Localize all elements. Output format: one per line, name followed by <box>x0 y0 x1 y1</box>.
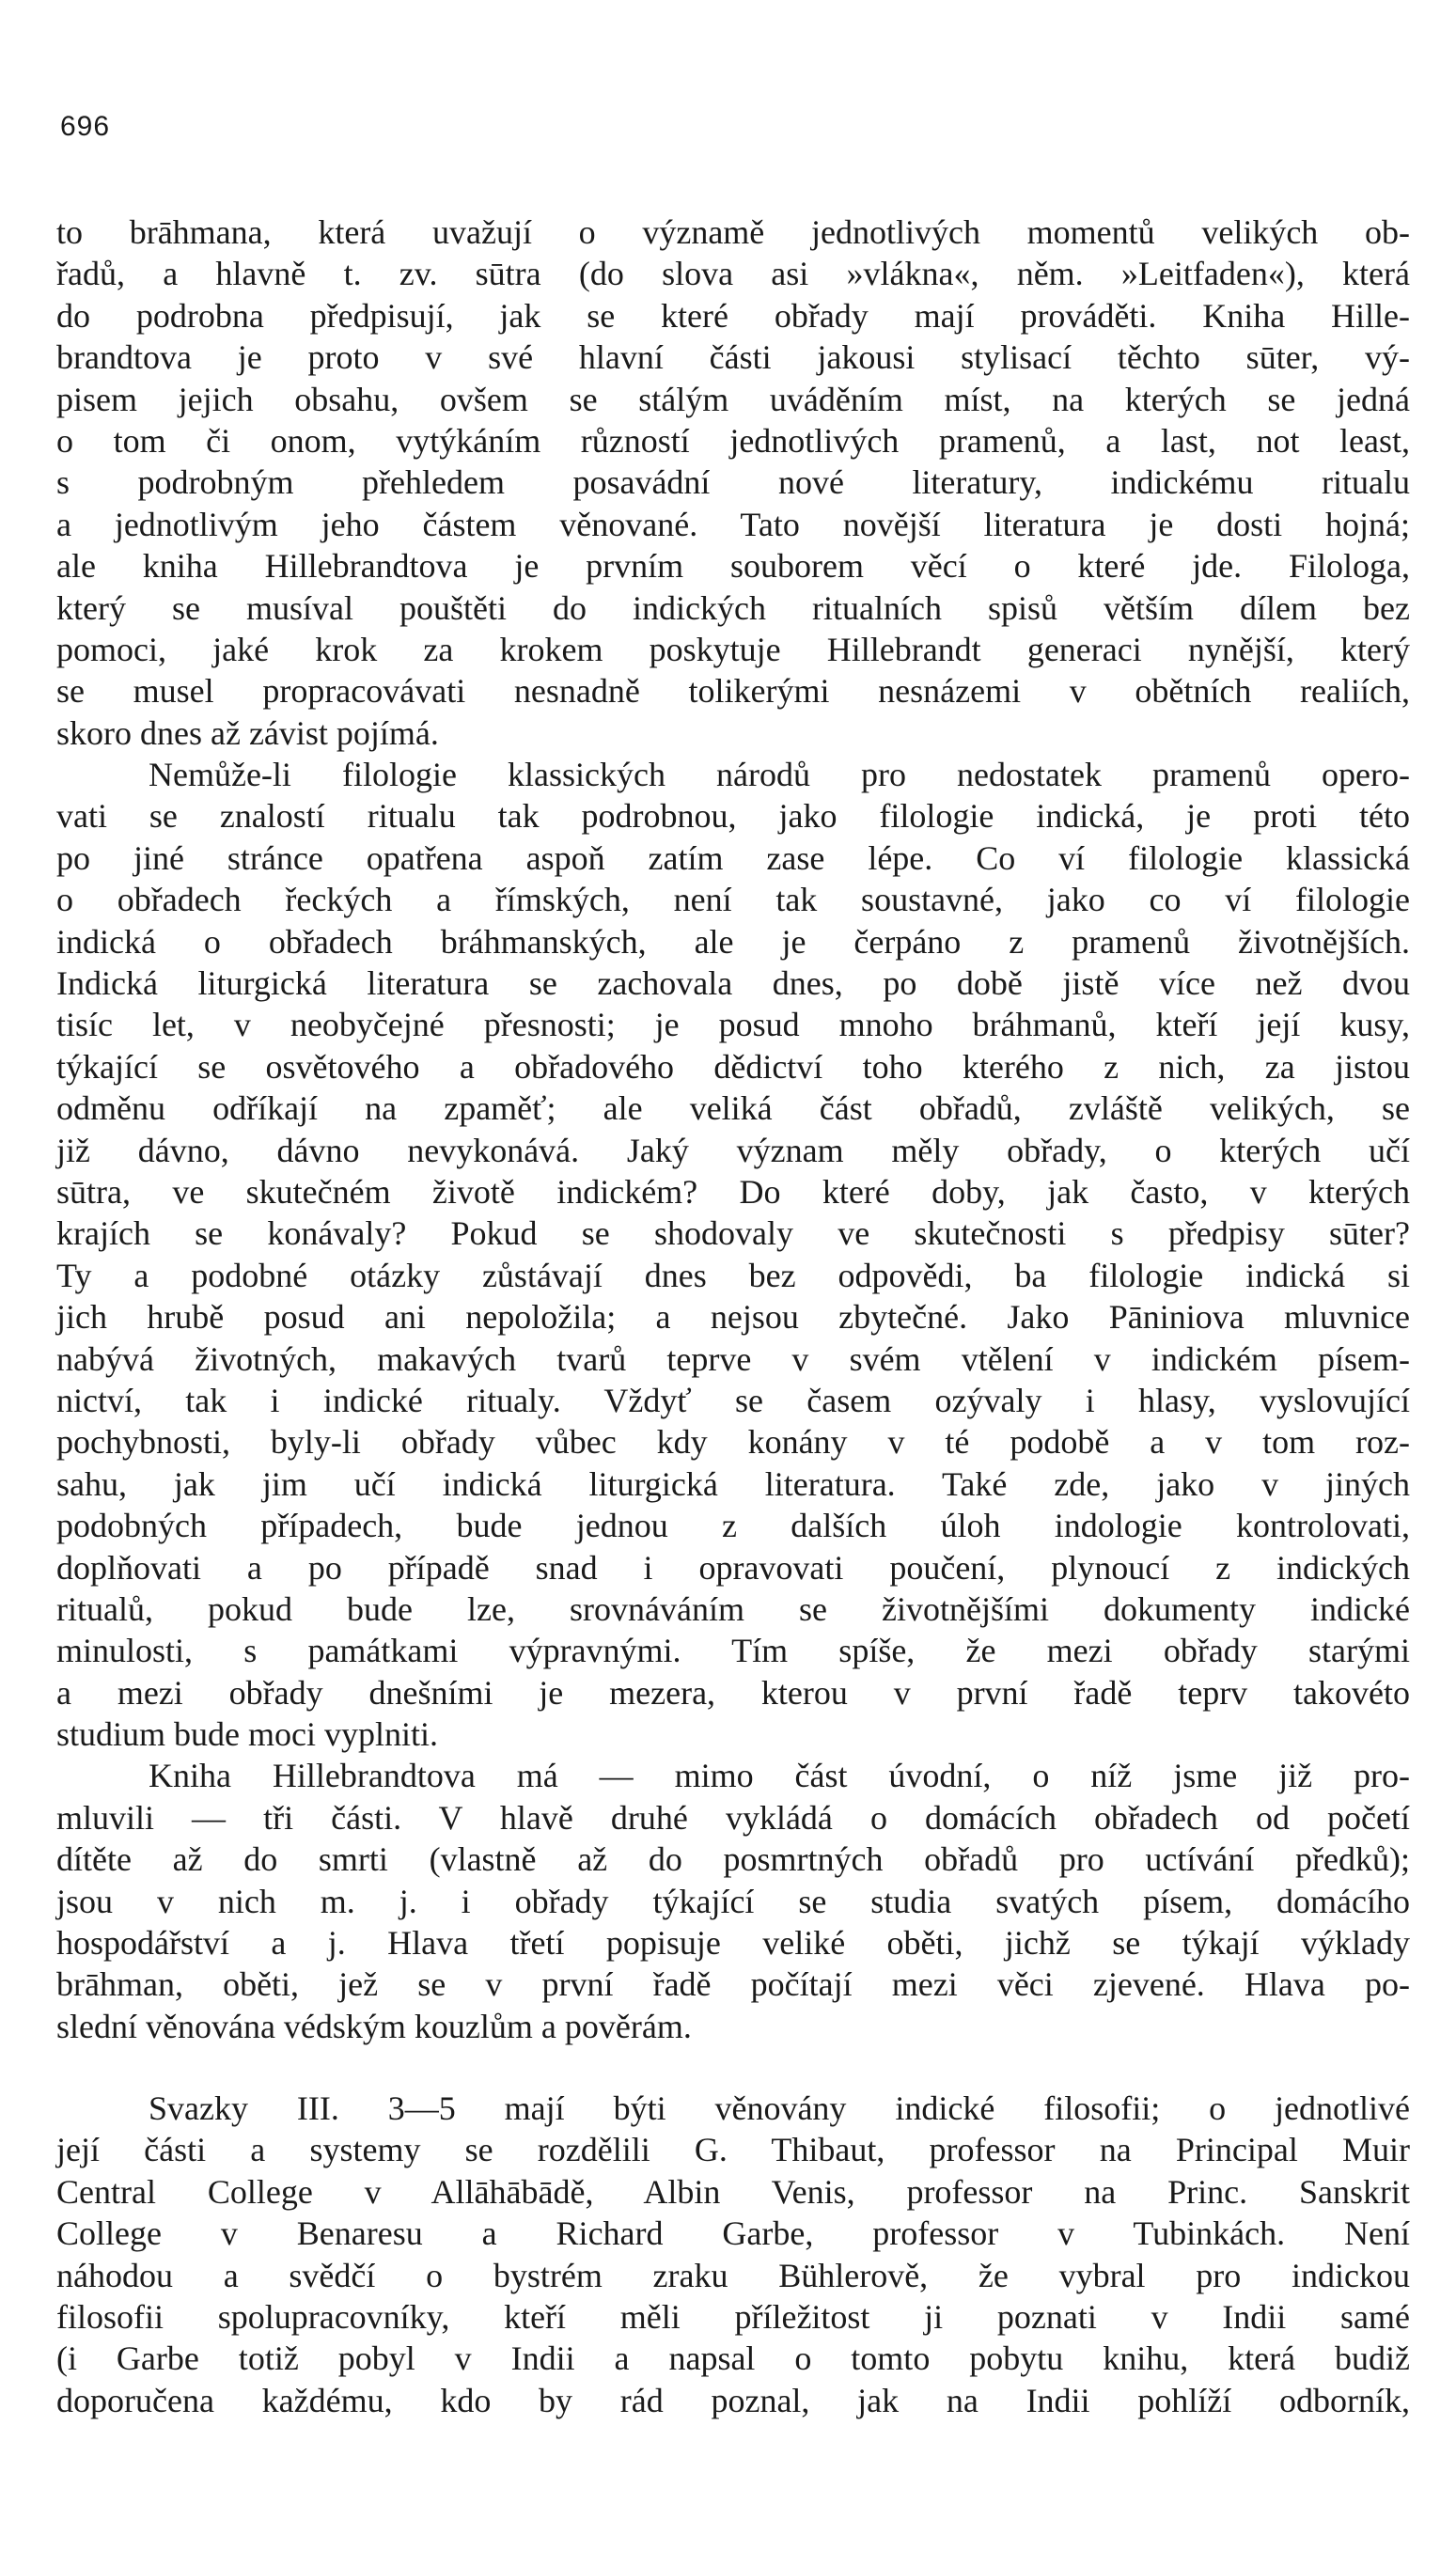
paragraph-2-line: již dávno, dávno nevykonává. Jaký význam měly obřady, o kterých učí <box>56 1131 1410 1169</box>
paragraph-3-line: hospodářství a j. Hlava třetí popisuje veliké oběti, jichž se týkají výklady <box>56 1924 1410 1963</box>
paragraph-2-line: týkající se osvětového a obřadového dědictví toho kterého z nich, za jistou <box>56 1047 1410 1086</box>
paragraph-1-line: to brāhmana, která uvažují o významě jednotlivých momentů velikých ob- <box>56 213 1410 251</box>
paragraph-1-line: řadů, a hlavně t. zv. sūtra (do slova asi »vlákna«, něm. »Leitfaden«), která <box>56 255 1410 293</box>
paragraph-3-line: slední věnována védským kouzlům a pověrám. <box>56 2007 692 2045</box>
paragraph-1-line: s podrobným přehledem posavádní nové literatury, indickému ritualu <box>56 463 1410 502</box>
paragraph-2-line: sūtra, ve skutečném životě indickém? Do které doby, jak často, v kterých <box>56 1172 1410 1211</box>
paragraph-4-line: Central College v Allāhābādě, Albin Venis, professor na Princ. Sanskrit <box>56 2172 1410 2211</box>
paragraph-2-line: studium bude moci vyplniti. <box>56 1715 438 1754</box>
paragraph-1-line: skoro dnes až závist pojímá. <box>56 713 439 752</box>
paragraph-2-line: jich hrubě posud ani nepoložila; a nejsou zbytečné. Jako Pāniniova mluvnice <box>56 1298 1410 1337</box>
paragraph-2-line: nictví, tak i indické ritualy. Vždyť se časem ozývaly i hlasy, vyslovující <box>56 1381 1410 1419</box>
paragraph-2-line: nabývá životných, makavých tvarů teprve v svém vtělení v indickém písem- <box>56 1339 1410 1378</box>
paragraph-1-line: který se musíval pouštěti do indických ritualních spisů větším dílem bez <box>56 588 1410 627</box>
paragraph-3-line: jsou v nich m. j. i obřady týkající se studia svatých písem, domácího <box>56 1882 1410 1920</box>
paragraph-4-line: filosofii spolupracovníky, kteří měli příležitost ji poznati v Indii samé <box>56 2297 1410 2336</box>
paragraph-2-line: krajích se konávaly? Pokud se shodovaly ve skutečnosti s předpisy sūter? <box>56 1214 1410 1253</box>
paragraph-2-line: Nemůže-li filologie klassických národů pro nedostatek pramenů opero- <box>149 756 1410 794</box>
paragraph-2-line: tisíc let, v neobyčejné přesnosti; je posud mnoho bráhmanů, kteří její kusy, <box>56 1006 1410 1044</box>
paragraph-3-line: dítěte až do smrti (vlastně až do posmrtných obřadů pro uctívání předků); <box>56 1840 1410 1879</box>
paragraph-1-line: se musel propracovávati nesnadně tolikerými nesnázemi v obětních realiích, <box>56 672 1410 711</box>
paragraph-2-line: Indická liturgická literatura se zachovala dnes, po době jistě více než dvou <box>56 964 1410 1003</box>
paragraph-4-line: její části a systemy se rozdělili G. Thibaut, professor na Principal Muir <box>56 2131 1410 2169</box>
paragraph-3-line: mluvili — tři části. V hlavě druhé vykládá o domácích obřadech od početí <box>56 1798 1410 1837</box>
page-number: 696 <box>60 111 111 142</box>
paragraph-2-line: doplňovati a po případě snad i opravovati poučení, plynoucí z indických <box>56 1548 1410 1587</box>
paragraph-4-line: doporučena každému, kdo by rád poznal, jak na Indii pohlíží odborník, <box>56 2381 1410 2419</box>
paragraph-4-line: College v Benaresu a Richard Garbe, professor v Tubinkách. Není <box>56 2214 1410 2253</box>
paragraph-2-line: sahu, jak jim učí indická liturgická literatura. Také zde, jako v jiných <box>56 1464 1410 1503</box>
paragraph-4-line: náhodou a svědčí o bystrém zraku Bühlerově, že vybral pro indickou <box>56 2256 1410 2294</box>
main-text-upper <box>56 211 1410 2047</box>
paragraph-3-line: Kniha Hillebrandtova má — mimo část úvodní, o níž jsme již pro- <box>149 1757 1410 1795</box>
paragraph-4-line: Svazky III. 3—5 mají býti věnovány indické filosofii; o jednotlivé <box>149 2089 1410 2127</box>
paragraph-1-line: do podrobna předpisují, jak se které obřady mají prováděti. Kniha Hille- <box>56 296 1410 335</box>
paragraph-1-line: ale kniha Hillebrandtova je prvním souborem věcí o které jde. Filologa, <box>56 547 1410 586</box>
paragraph-2-line: ritualů, pokud bude lze, srovnáváním se životnějšími dokumenty indické <box>56 1589 1410 1628</box>
paragraph-3-line: brāhman, oběti, jež se v první řadě počítají mezi věci zjevené. Hlava po- <box>56 1965 1410 2004</box>
paragraph-2-line: vati se znalostí ritualu tak podrobnou, jako filologie indická, je proti této <box>56 797 1410 836</box>
paragraph-2-line: a mezi obřady dnešními je mezera, kterou v první řadě teprv takovéto <box>56 1673 1410 1712</box>
paragraph-1-line: brandtova je proto v své hlavní části jakousi stylisací těchto sūter, vý- <box>56 338 1410 377</box>
paragraph-2-line: Ty a podobné otázky zůstávají dnes bez odpovědi, ba filologie indická si <box>56 1256 1410 1294</box>
paragraph-2-line: o obřadech řeckých a římských, není tak soustavné, jako co ví filologie <box>56 881 1410 919</box>
paragraph-2-line: odměnu odříkají na zpaměť; ale veliká část obřadů, zvláště velikých, se <box>56 1089 1410 1128</box>
paragraph-2-line: pochybnosti, byly-li obřady vůbec kdy konány v té podobě a v tom roz- <box>56 1423 1410 1462</box>
paragraph-1-line: a jednotlivým jeho částem věnované. Tato novější literatura je dosti hojná; <box>56 505 1410 543</box>
paragraph-2-line: minulosti, s památkami výpravnými. Tím spíše, že mezi obřady starými <box>56 1632 1410 1670</box>
paragraph-4-line: (i Garbe totiž pobyl v Indii a napsal o tomto pobytu knihu, která budiž <box>56 2339 1410 2378</box>
paragraph-1-line: pisem jejich obsahu, ovšem se stálým uváděním míst, na kterých se jedná <box>56 380 1410 418</box>
paragraph-1-line: o tom či onom, vytýkáním růzností jednotlivých pramenů, a last, not least, <box>56 421 1410 460</box>
paragraph-2-line: indická o obřadech bráhmanských, ale je čerpáno z pramenů životnějších. <box>56 922 1410 961</box>
paragraph-1-line: pomoci, jaké krok za krokem poskytuje Hillebrandt generaci nynější, který <box>56 630 1410 668</box>
paragraph-2-line: podobných případech, bude jednou z dalších úloh indologie kontrolovati, <box>56 1507 1410 1545</box>
paragraph-2-line: po jiné stránce opatřena aspoň zatím zase lépe. Co ví filologie klassická <box>56 838 1410 877</box>
main-text-lower <box>56 2088 1410 2421</box>
